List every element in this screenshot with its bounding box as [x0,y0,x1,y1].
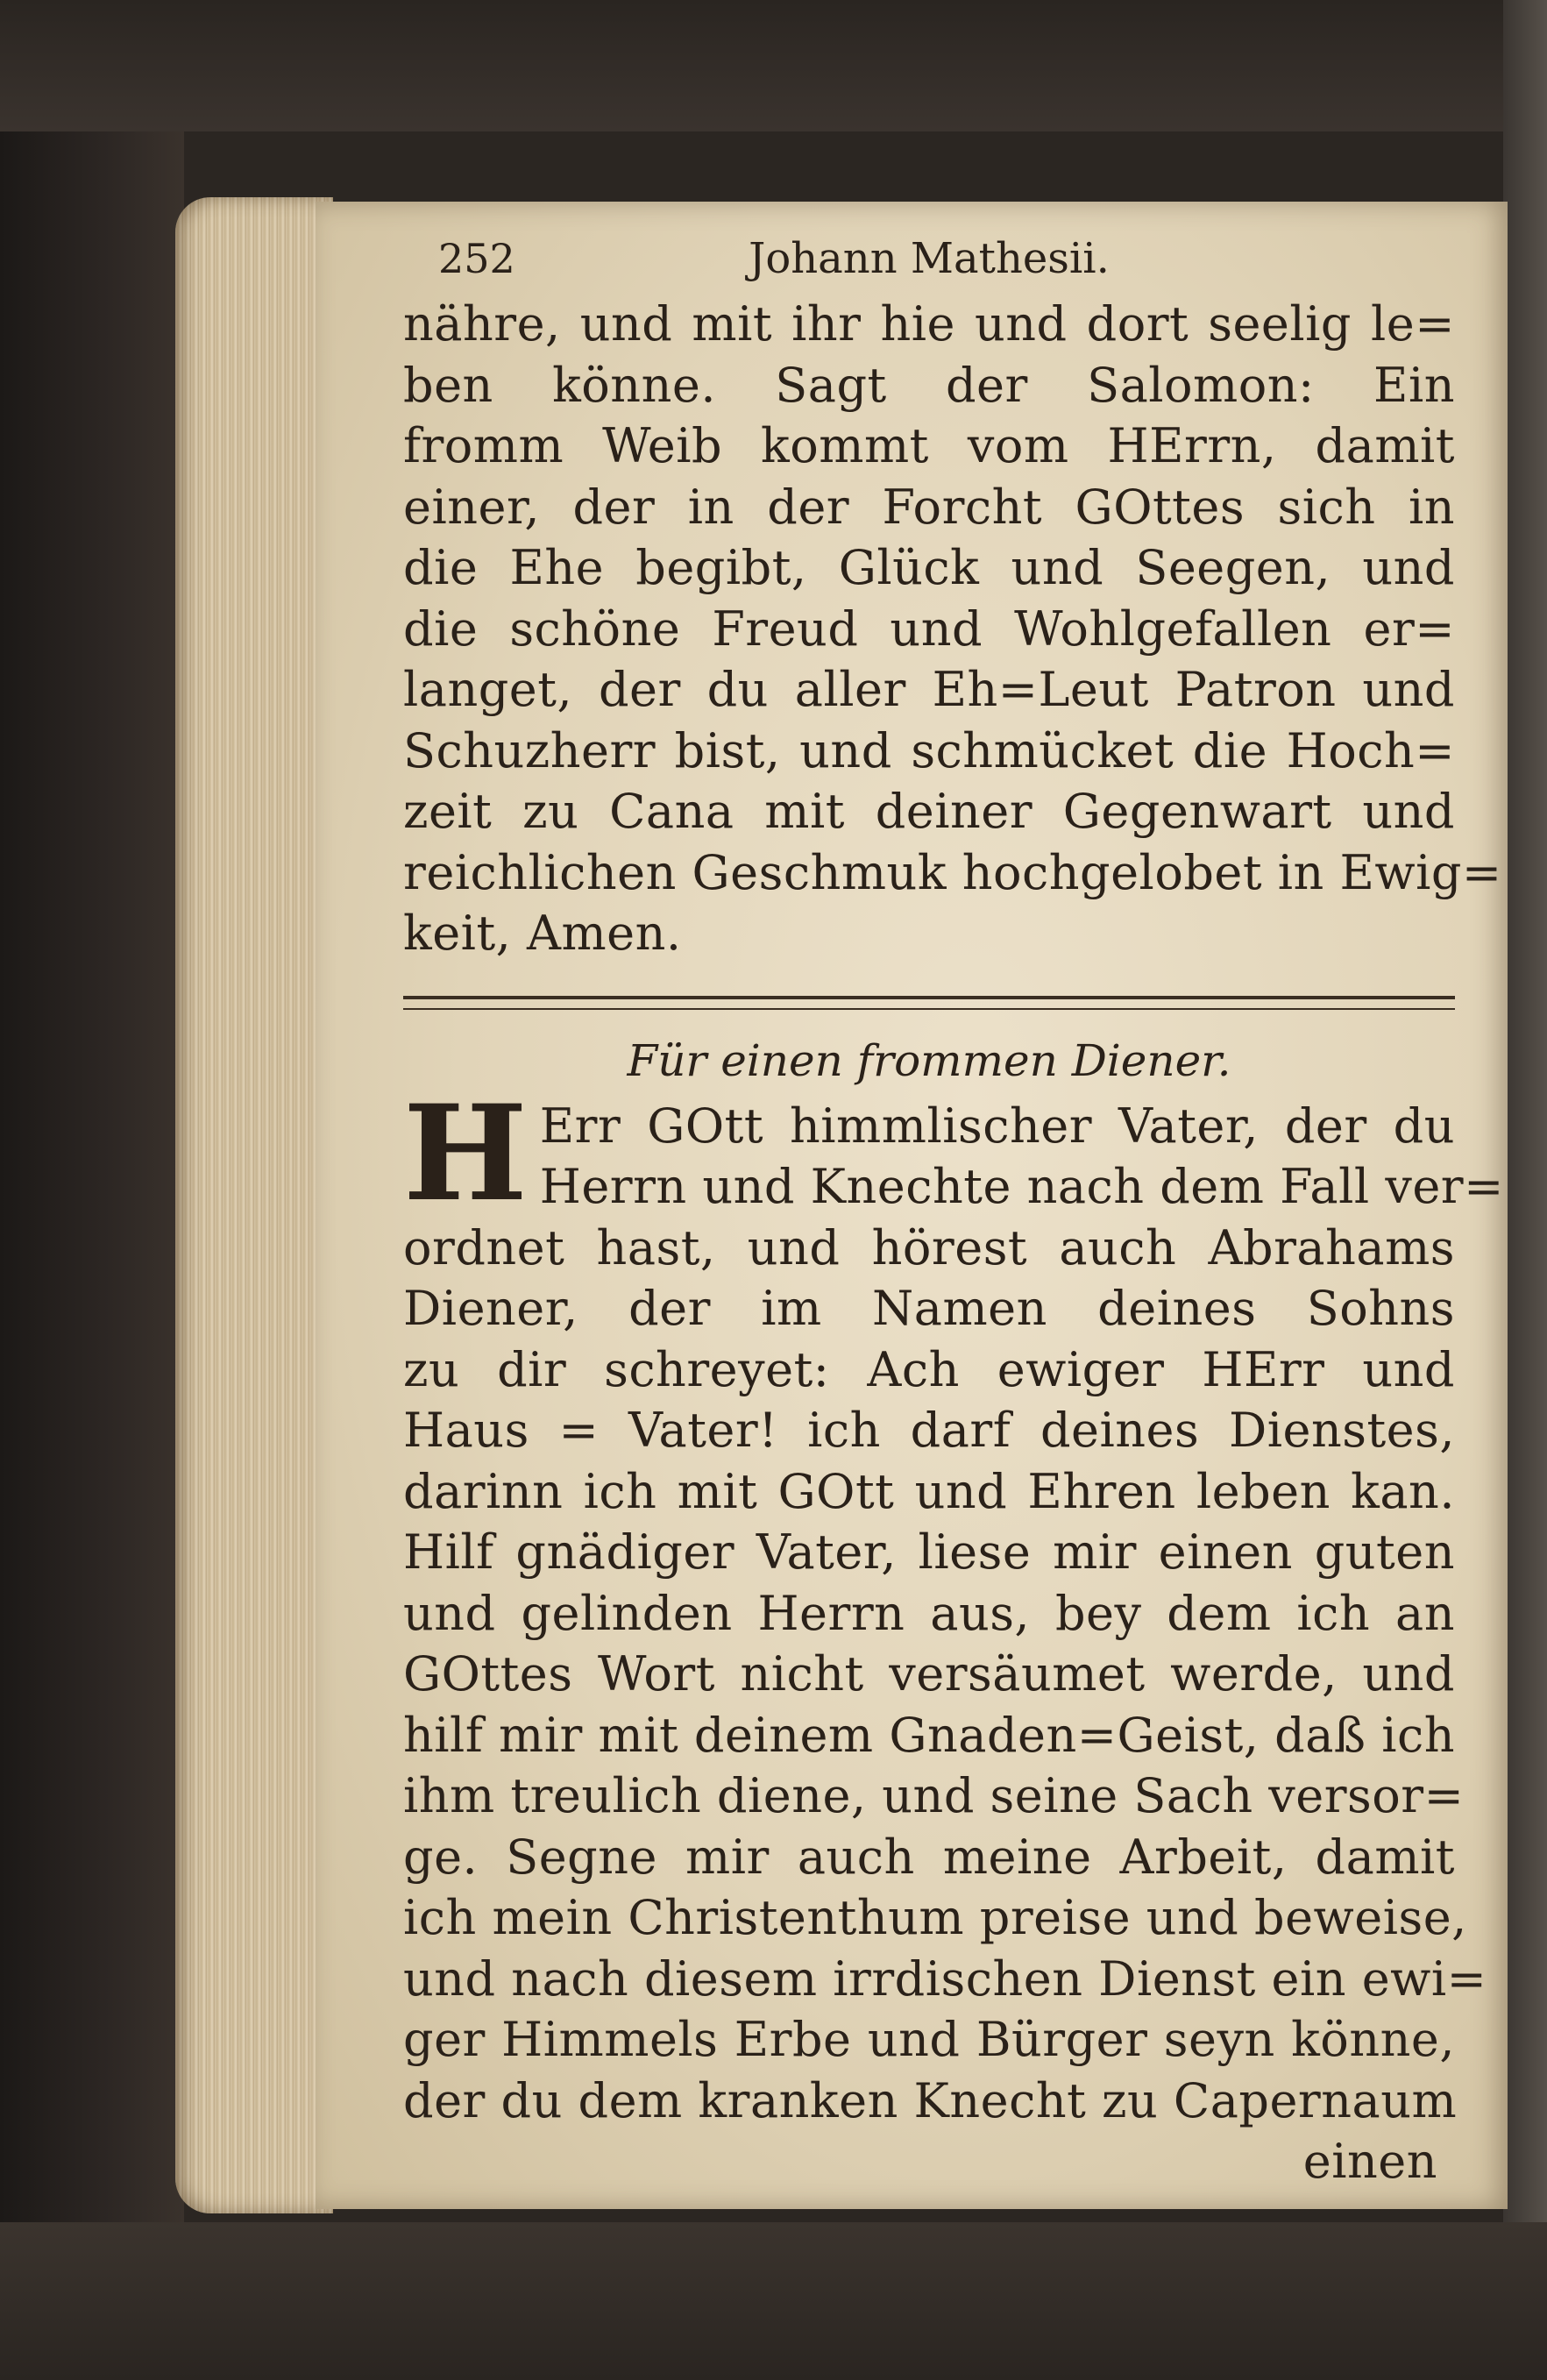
text-line: ge. Segne mir auch meine Arbeit, damit [403,1829,1455,1885]
text-line: Hilf gnädiger Vater, liese mir einen guten [403,1524,1455,1580]
text-line: Schuzherr bist, und schmücket die Hoch= [403,722,1455,778]
text-line: zeit zu Cana mit deiner Gegenwart und [403,784,1455,839]
text-line: nähre, und mit ihr hie und dort seelig le= [403,296,1455,352]
text-line: einer, der in der Forcht GOttes sich in [403,479,1455,535]
section-divider [403,996,1455,1010]
running-head: Johann Mathesii. [749,234,1110,283]
text-line: ger Himmels Erbe und Bürger seyn könne, [403,2012,1455,2067]
text-line: ihm treulich diene, und seine Sach versor= [403,1768,1465,1823]
text-line: zu dir schreyet: Ach ewiger HErr und [403,1341,1455,1397]
book-cover-top [0,0,1547,131]
text-line: GOttes Wort nicht versäumet werde, und [403,1646,1455,1702]
text-line: Diener, der im Namen deines Sohns [403,1281,1455,1336]
text-line: der du dem kranken Knecht zu Capernaum [403,2072,1458,2128]
dropcap-block [403,1076,1504,1231]
text-line: fromm Weib kommt vom HErrn, damit [403,418,1455,473]
text-line: ich mein Christenthum preise und beweise, [403,1890,1467,1945]
text-line: Herrn und Knechte nach dem Fall ver= [539,1159,1504,1214]
section-title: Für einen frommen Diener. [627,1034,1231,1086]
catchword: einen [1302,2134,1437,2189]
page-header [403,224,1455,294]
text-line: ordnet hast, und hörest auch Abrahams [403,1219,1455,1275]
dropcap-letter: H [403,1076,528,1231]
book-binding-left [0,0,184,2380]
page-text [403,224,1504,2192]
text-line: darinn ich mit GOtt und Ehren leben kan. [403,1463,1455,1519]
prayer-paragraph [403,1076,1504,2192]
text-line: keit, Amen. [403,906,682,961]
text-line: Haus = Vater! ich darf deines Dienstes, [403,1403,1455,1458]
text-line: Err GOtt himmlischer Vater, der du [539,1098,1455,1154]
page-number: 252 [438,235,515,282]
book-cover-bottom [0,2222,1547,2380]
top-paragraph [403,294,1502,964]
text-line: reichlichen Geschmuk hochgelobet in Ewig= [403,844,1502,900]
text-line: die Ehe begibt, Glück und Seegen, und [403,540,1455,595]
text-line: die schöne Freud und Wohlgefallen er= [403,600,1455,657]
text-line: und gelinden Herrn aus, bey dem ich an [403,1585,1455,1641]
text-line: langet, der du aller Eh=Leut Patron und [403,662,1455,717]
text-line: ben könne. Sagt der Salomon: Ein [403,357,1455,413]
text-line: und nach diesem irrdischen Dienst ein ewi= [403,1950,1487,2007]
text-line: hilf mir mit deinem Gnaden=Geist, daß ich [403,1707,1455,1763]
page-edges [175,197,333,2213]
book-cover-right [1503,0,1547,2380]
